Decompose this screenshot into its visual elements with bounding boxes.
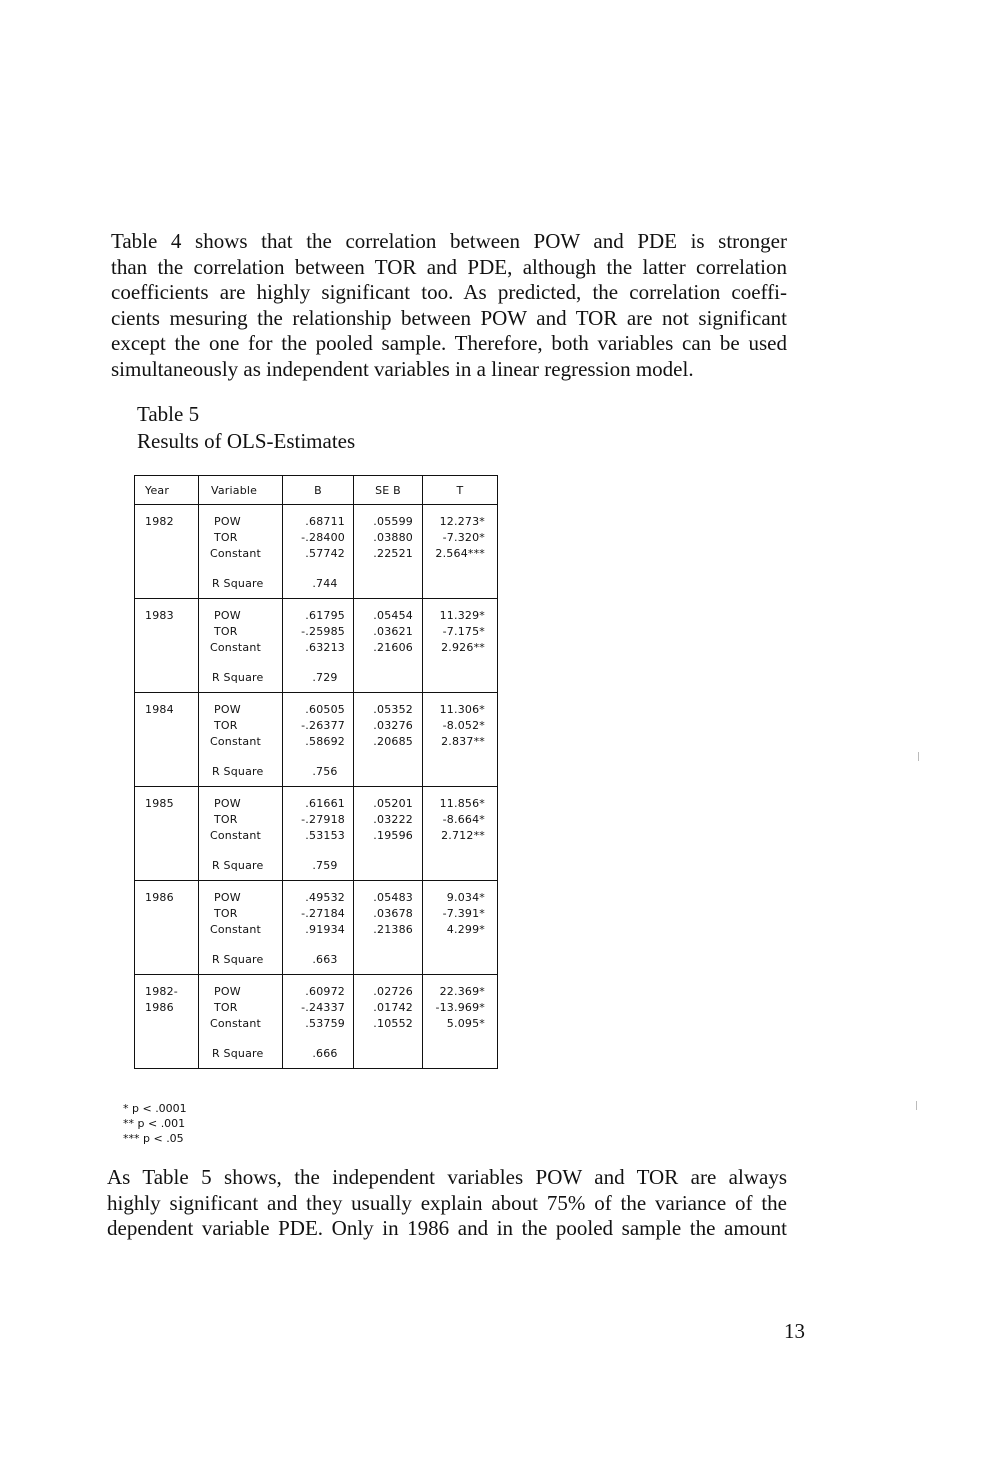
r-square-row: [135, 1032, 498, 1069]
r-square-label: R Square: [199, 562, 283, 599]
variable-cell: [199, 599, 283, 657]
text-line: cients mesuring the relationship between POW and TOR are not significant: [111, 305, 787, 330]
se-b-cell: [354, 505, 423, 563]
scan-speck: [916, 1101, 917, 1110]
b-value: .60505: [305, 703, 345, 716]
intro-paragraph: [111, 229, 787, 382]
b-cell: [283, 693, 354, 751]
variable-cell: [199, 881, 283, 939]
t-value: 5.095*: [446, 1017, 485, 1030]
empty-cell: [354, 938, 423, 975]
t-value: -8.664*: [442, 813, 485, 826]
variable-name: POW: [214, 985, 241, 998]
r-square-row: [135, 750, 498, 787]
ols-results-table: [134, 475, 498, 1069]
t-value: -8.052*: [442, 719, 485, 732]
variable-name: POW: [214, 609, 241, 622]
note-line: *** p < .05: [123, 1132, 184, 1145]
b-value: .60972: [305, 985, 345, 998]
se-b-value: .03880: [373, 531, 413, 544]
year-label: 1984: [145, 703, 174, 716]
table-header-row: [135, 476, 498, 505]
t-value: -7.175*: [442, 625, 485, 638]
empty-cell: [135, 562, 199, 599]
b-value: .91934: [305, 923, 345, 936]
variable-name: TOR: [214, 1001, 238, 1014]
variable-cell: [199, 505, 283, 563]
empty-cell: [423, 562, 498, 599]
empty-cell: [423, 1032, 498, 1069]
empty-cell: [135, 1032, 199, 1069]
t-value: 4.299*: [446, 923, 485, 936]
b-value: -.26377: [301, 719, 345, 732]
b-value: -.27184: [301, 907, 345, 920]
t-value: -13.969*: [435, 1001, 485, 1014]
header-b: B: [283, 476, 354, 505]
se-b-value: .05352: [373, 703, 413, 716]
header-variable: Variable: [199, 476, 283, 505]
b-value: .53759: [305, 1017, 345, 1030]
b-value: .58692: [305, 735, 345, 748]
t-cell: [423, 599, 498, 657]
variable-name: POW: [214, 515, 241, 528]
r-square-value: .759: [283, 844, 354, 881]
empty-cell: [135, 938, 199, 975]
b-value: .49532: [305, 891, 345, 904]
year-group: [135, 599, 498, 693]
r-square-label: R Square: [199, 938, 283, 975]
b-value: .61661: [305, 797, 345, 810]
variable-name: Constant: [210, 641, 262, 654]
header-year: Year: [135, 476, 199, 505]
variable-name: POW: [214, 703, 241, 716]
table-row: [135, 787, 498, 845]
year-label: 1982: [145, 515, 174, 528]
variable-name: Constant: [210, 1017, 262, 1030]
variable-name: POW: [214, 891, 241, 904]
se-b-value: .03222: [373, 813, 413, 826]
year-label: 1985: [145, 797, 174, 810]
table-row: [135, 599, 498, 657]
t-value: 22.369*: [439, 985, 485, 998]
scan-speck: [918, 752, 919, 761]
se-b-value: .05483: [373, 891, 413, 904]
year-cell: [135, 975, 199, 1033]
text-line: As Table 5 shows, the independent variables POW and TOR are always: [107, 1165, 787, 1189]
empty-cell: [135, 750, 199, 787]
header-se-b: SE B: [354, 476, 423, 505]
year-group: [135, 975, 498, 1069]
t-value: 2.712**: [441, 829, 485, 842]
variable-cell: [199, 787, 283, 845]
t-value: 11.856*: [439, 797, 485, 810]
b-value: .63213: [305, 641, 345, 654]
text-line: except the one for the pooled sample. Therefore, both variables can be used: [111, 331, 787, 355]
se-b-value: .03621: [373, 625, 413, 638]
se-b-cell: [354, 881, 423, 939]
b-cell: [283, 787, 354, 845]
variable-name: Constant: [210, 735, 262, 748]
variable-name: TOR: [214, 625, 238, 638]
t-cell: [423, 693, 498, 751]
empty-cell: [423, 750, 498, 787]
year-label: 1986: [145, 1001, 174, 1014]
se-b-value: .03276: [373, 719, 413, 732]
empty-cell: [423, 844, 498, 881]
variable-cell: [199, 693, 283, 751]
t-value: 12.273*: [439, 515, 485, 528]
r-square-label: R Square: [199, 656, 283, 693]
empty-cell: [135, 656, 199, 693]
b-cell: [283, 881, 354, 939]
table-number: Table 5: [137, 402, 200, 426]
r-square-value: .666: [283, 1032, 354, 1069]
variable-name: Constant: [210, 829, 262, 842]
r-square-label: R Square: [199, 844, 283, 881]
empty-cell: [354, 656, 423, 693]
year-cell: [135, 787, 199, 845]
b-cell: [283, 505, 354, 563]
r-square-value: .663: [283, 938, 354, 975]
t-value: 2.837**: [441, 735, 485, 748]
text-line: Table 4 shows that the correlation between POW and PDE is stronger: [111, 229, 787, 253]
b-cell: [283, 975, 354, 1033]
se-b-cell: [354, 787, 423, 845]
se-b-value: .10552: [373, 1017, 413, 1030]
note-line: * p < .0001: [123, 1102, 187, 1115]
year-label: 1982-: [145, 985, 178, 998]
r-square-row: [135, 938, 498, 975]
year-cell: [135, 599, 199, 657]
note-line: ** p < .001: [123, 1117, 186, 1130]
b-value: -.24337: [301, 1001, 345, 1014]
variable-name: TOR: [214, 531, 238, 544]
t-value: -7.391*: [442, 907, 485, 920]
t-value: -7.320*: [442, 531, 485, 544]
se-b-value: .19596: [373, 829, 413, 842]
se-b-value: .05599: [373, 515, 413, 528]
b-value: .61795: [305, 609, 345, 622]
se-b-value: .21606: [373, 641, 413, 654]
table-title: Results of OLS-Estimates: [137, 429, 356, 453]
r-square-row: [135, 562, 498, 599]
se-b-cell: [354, 599, 423, 657]
header-t: T: [423, 476, 498, 505]
variable-name: TOR: [214, 719, 238, 732]
text-line: dependent variable PDE. Only in 1986 and in the pooled sample the amount: [107, 1216, 787, 1240]
year-cell: [135, 505, 199, 563]
se-b-value: .01742: [373, 1001, 413, 1014]
empty-cell: [135, 844, 199, 881]
se-b-cell: [354, 975, 423, 1033]
b-value: .68711: [305, 515, 345, 528]
table-row: [135, 693, 498, 751]
year-group: [135, 881, 498, 975]
text-line: coefficients are highly significant too. As predicted, the correlation coeffi-: [111, 280, 787, 304]
se-b-cell: [354, 693, 423, 751]
table-row: [135, 505, 498, 563]
empty-cell: [354, 844, 423, 881]
b-value: -.28400: [301, 531, 345, 544]
se-b-value: .05454: [373, 609, 413, 622]
empty-cell: [423, 938, 498, 975]
t-cell: [423, 881, 498, 939]
se-b-value: .03678: [373, 907, 413, 920]
empty-cell: [354, 562, 423, 599]
variable-name: TOR: [214, 907, 238, 920]
table-row: [135, 881, 498, 939]
year-cell: [135, 881, 199, 939]
r-square-label: R Square: [199, 1032, 283, 1069]
year-group: [135, 787, 498, 881]
year-label: 1986: [145, 891, 174, 904]
text-line: highly significant and they usually explain about 75% of the variance of the: [107, 1190, 787, 1215]
significance-notes: [123, 1101, 187, 1146]
r-square-label: R Square: [199, 750, 283, 787]
b-value: .53153: [305, 829, 345, 842]
year-label: 1983: [145, 609, 174, 622]
b-cell: [283, 599, 354, 657]
t-value: 2.926**: [441, 641, 485, 654]
variable-name: TOR: [214, 813, 238, 826]
t-cell: [423, 505, 498, 563]
r-square-value: .756: [283, 750, 354, 787]
year-group: [135, 693, 498, 787]
text-line: than the correlation between TOR and PDE, although the latter correlation: [111, 254, 787, 279]
se-b-value: .05201: [373, 797, 413, 810]
b-value: -.25985: [301, 625, 345, 638]
r-square-value: .744: [283, 562, 354, 599]
empty-cell: [354, 750, 423, 787]
t-value: 11.306*: [439, 703, 485, 716]
table-row: [135, 975, 498, 1033]
variable-cell: [199, 975, 283, 1033]
t-cell: [423, 787, 498, 845]
b-value: -.27918: [301, 813, 345, 826]
se-b-value: .02726: [373, 985, 413, 998]
empty-cell: [423, 656, 498, 693]
variable-name: Constant: [210, 923, 262, 936]
t-value: 9.034*: [446, 891, 485, 904]
year-cell: [135, 693, 199, 751]
se-b-value: .20685: [373, 735, 413, 748]
r-square-value: .729: [283, 656, 354, 693]
year-group: [135, 505, 498, 599]
t-cell: [423, 975, 498, 1033]
r-square-row: [135, 656, 498, 693]
text-line: simultaneously as independent variables in a linear regression model.: [111, 356, 694, 381]
r-square-row: [135, 844, 498, 881]
variable-name: POW: [214, 797, 241, 810]
variable-name: Constant: [210, 547, 262, 560]
b-value: .57742: [305, 547, 345, 560]
page-number: 13: [784, 1319, 805, 1343]
t-value: 11.329*: [439, 609, 485, 622]
t-value: 2.564***: [435, 547, 485, 560]
se-b-value: .21386: [373, 923, 413, 936]
discussion-paragraph: [107, 1165, 787, 1242]
se-b-value: .22521: [373, 547, 413, 560]
empty-cell: [354, 1032, 423, 1069]
